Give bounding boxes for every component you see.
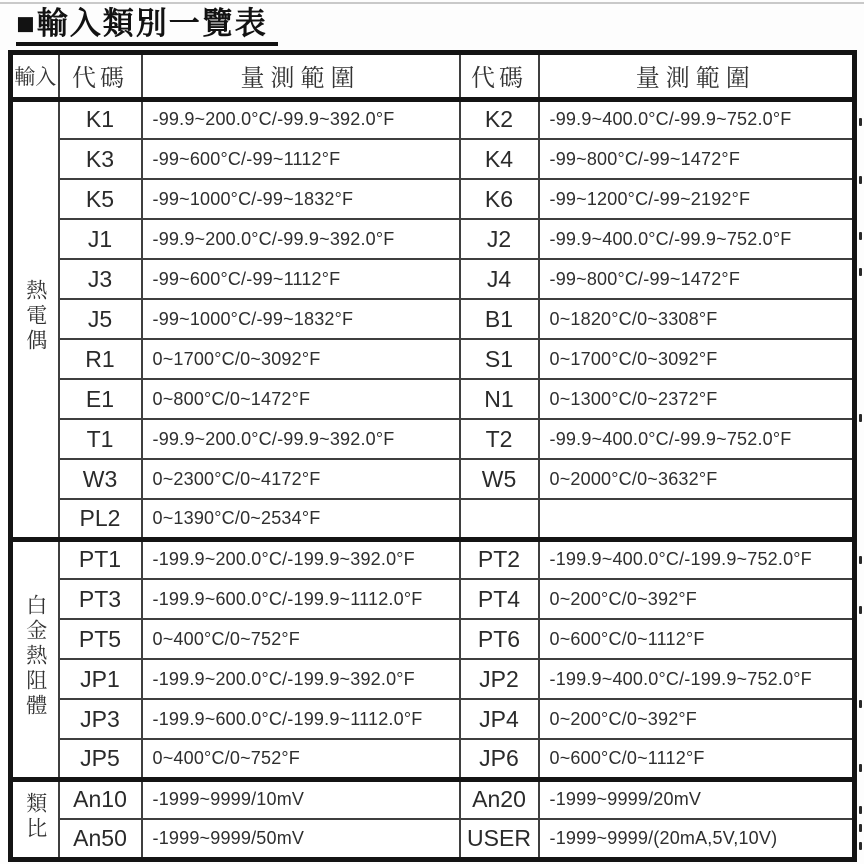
table-row xyxy=(11,179,855,219)
code-cell: JP5 xyxy=(59,739,142,779)
range-cell: -199.9~400.0°C/-199.9~752.0°F xyxy=(539,539,855,579)
table-row xyxy=(11,139,855,179)
table-row xyxy=(11,379,855,419)
range-cell: -1999~9999/10mV xyxy=(142,779,460,819)
range-cell: 0~2000°C/0~3632°F xyxy=(539,459,855,499)
range-cell: -99~800°C/-99~1472°F xyxy=(539,259,855,299)
code-cell: PT5 xyxy=(59,619,142,659)
range-cell: 0~600°C/0~1112°F xyxy=(539,619,855,659)
range-cell: 0~600°C/0~1112°F xyxy=(539,739,855,779)
range-cell: 0~1700°C/0~3092°F xyxy=(142,339,460,379)
range-cell: -199.9~400.0°C/-199.9~752.0°F xyxy=(539,659,855,699)
range-cell: -1999~9999/50mV xyxy=(142,819,460,859)
range-cell: 0~800°C/0~1472°F xyxy=(142,379,460,419)
code-cell: N1 xyxy=(460,379,539,419)
range-cell: 0~2300°C/0~4172°F xyxy=(142,459,460,499)
group-label: 白金熱阻體 xyxy=(23,594,47,720)
code-cell: K5 xyxy=(59,179,142,219)
header-code-right: 代碼 xyxy=(460,52,539,99)
table-row xyxy=(11,699,855,739)
range-cell: 0~200°C/0~392°F xyxy=(539,579,855,619)
table-row xyxy=(11,99,855,139)
range-cell: 0~1390°C/0~2534°F xyxy=(142,499,460,539)
code-cell: An50 xyxy=(59,819,142,859)
code-cell: W5 xyxy=(460,459,539,499)
range-cell: -99~1200°C/-99~2192°F xyxy=(539,179,855,219)
range-cell: -199.9~200.0°C/-199.9~392.0°F xyxy=(142,659,460,699)
code-cell: PT2 xyxy=(460,539,539,579)
code-cell: E1 xyxy=(59,379,142,419)
range-cell: -99~1000°C/-99~1832°F xyxy=(142,179,460,219)
range-cell: -199.9~600.0°C/-199.9~1112.0°F xyxy=(142,699,460,739)
code-cell: K3 xyxy=(59,139,142,179)
range-cell: -99~800°C/-99~1472°F xyxy=(539,139,855,179)
range-cell: -99.9~400.0°C/-99.9~752.0°F xyxy=(539,419,855,459)
table-row xyxy=(11,659,855,699)
range-cell: 0~400°C/0~752°F xyxy=(142,739,460,779)
table-row xyxy=(11,499,855,539)
code-cell: PT3 xyxy=(59,579,142,619)
range-cell: -99.9~400.0°C/-99.9~752.0°F xyxy=(539,219,855,259)
table-row xyxy=(11,539,855,579)
table-row xyxy=(11,619,855,659)
code-cell: K6 xyxy=(460,179,539,219)
group-label: 熱電偶 xyxy=(23,279,47,355)
code-cell: JP4 xyxy=(460,699,539,739)
range-cell: -99.9~200.0°C/-99.9~392.0°F xyxy=(142,419,460,459)
header-input: 輸入 xyxy=(11,52,59,99)
code-cell: R1 xyxy=(59,339,142,379)
table-row xyxy=(11,779,855,819)
header-code-left: 代碼 xyxy=(59,52,142,99)
code-cell: K1 xyxy=(59,99,142,139)
code-cell: K4 xyxy=(460,139,539,179)
code-cell: PT6 xyxy=(460,619,539,659)
group-cell xyxy=(11,539,59,779)
code-cell: JP2 xyxy=(460,659,539,699)
scan-edge-top-line xyxy=(0,2,864,4)
range-cell: -1999~9999/20mV xyxy=(539,779,855,819)
range-cell: -99.9~200.0°C/-99.9~392.0°F xyxy=(142,219,460,259)
code-cell xyxy=(460,499,539,539)
code-cell: W3 xyxy=(59,459,142,499)
header-row xyxy=(11,52,855,99)
page-title: ■輸入類別一覽表 xyxy=(16,8,278,46)
range-cell: -199.9~600.0°C/-199.9~1112.0°F xyxy=(142,579,460,619)
code-cell: J1 xyxy=(59,219,142,259)
range-cell: -99~600°C/-99~1112°F xyxy=(142,259,460,299)
code-cell: J2 xyxy=(460,219,539,259)
scan-edge-right-artifacts xyxy=(856,0,864,864)
input-category-table xyxy=(8,50,857,862)
table-row xyxy=(11,819,855,859)
range-cell: -99.9~400.0°C/-99.9~752.0°F xyxy=(539,99,855,139)
range-cell: -99.9~200.0°C/-99.9~392.0°F xyxy=(142,99,460,139)
table-row xyxy=(11,299,855,339)
range-cell: 0~1300°C/0~2372°F xyxy=(539,379,855,419)
range-cell: -99~600°C/-99~1112°F xyxy=(142,139,460,179)
header-range-left: 量測範圍 xyxy=(142,52,460,99)
table-row xyxy=(11,259,855,299)
code-cell: An20 xyxy=(460,779,539,819)
code-cell: S1 xyxy=(460,339,539,379)
group-label: 類比 xyxy=(23,791,47,842)
code-cell: JP1 xyxy=(59,659,142,699)
range-cell: -99~1000°C/-99~1832°F xyxy=(142,299,460,339)
code-cell: J3 xyxy=(59,259,142,299)
code-cell: J5 xyxy=(59,299,142,339)
table-row xyxy=(11,339,855,379)
code-cell: PT1 xyxy=(59,539,142,579)
code-cell: An10 xyxy=(59,779,142,819)
range-cell: -199.9~200.0°C/-199.9~392.0°F xyxy=(142,539,460,579)
code-cell: T2 xyxy=(460,419,539,459)
group-cell xyxy=(11,779,59,859)
code-cell: B1 xyxy=(460,299,539,339)
range-cell xyxy=(539,499,855,539)
code-cell: J4 xyxy=(460,259,539,299)
range-cell: 0~200°C/0~392°F xyxy=(539,699,855,739)
code-cell: T1 xyxy=(59,419,142,459)
range-cell: -1999~9999/(20mA,5V,10V) xyxy=(539,819,855,859)
table-row xyxy=(11,459,855,499)
range-cell: 0~1820°C/0~3308°F xyxy=(539,299,855,339)
header-range-right: 量測範圍 xyxy=(539,52,855,99)
code-cell: USER xyxy=(460,819,539,859)
range-cell: 0~1700°C/0~3092°F xyxy=(539,339,855,379)
table-row xyxy=(11,579,855,619)
table-row xyxy=(11,739,855,779)
code-cell: K2 xyxy=(460,99,539,139)
table-row xyxy=(11,219,855,259)
code-cell: PL2 xyxy=(59,499,142,539)
code-cell: JP3 xyxy=(59,699,142,739)
code-cell: PT4 xyxy=(460,579,539,619)
range-cell: 0~400°C/0~752°F xyxy=(142,619,460,659)
code-cell: JP6 xyxy=(460,739,539,779)
group-cell xyxy=(11,99,59,539)
table-row xyxy=(11,419,855,459)
